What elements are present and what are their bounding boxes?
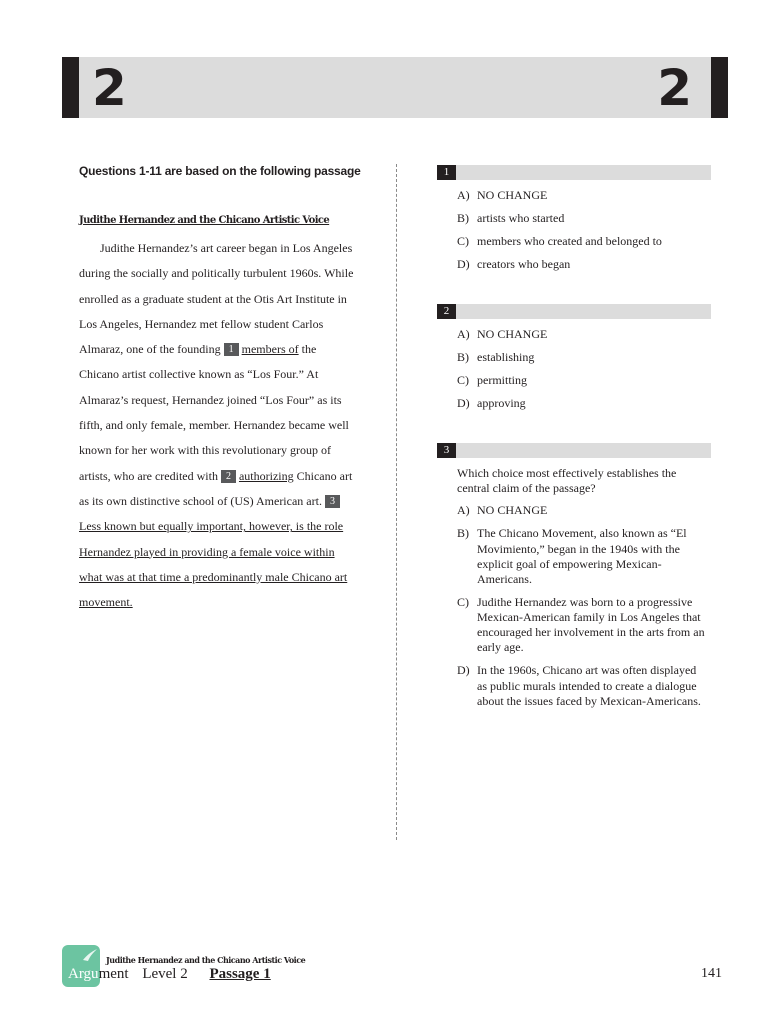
choice-letter: C) — [457, 594, 469, 609]
choice-1d[interactable] — [457, 257, 709, 272]
answer-choices-1 — [457, 188, 709, 280]
underlined-text-3[interactable]: Less known but equally important, however, is the role Hernandez played in providing a female voice within what was at that time a predominantly male Chicano art movement. — [79, 519, 348, 610]
choice-text: Judithe Hernandez was born to a progressive Mexican-American family in Los Angeles that encouraged her involvement in the arts from an early age. — [477, 594, 705, 655]
choice-2d[interactable] — [457, 396, 709, 411]
question-number-3: 3 — [437, 443, 456, 458]
choice-3a[interactable] — [457, 503, 709, 518]
choice-letter: A) — [457, 188, 470, 202]
passage-title: Judithe Hernandez and the Chicano Artistic Voice — [79, 215, 330, 226]
passage-text-1: Judithe Hernandez’s art career began in Los Angeles during the socially and politically turbulent 1960s. While enrolled as a graduate student at the Otis Art Institute in Los Angeles, Hernandez met fellow student Carlos Almaraz, one of the founding — [79, 241, 354, 357]
passage-intro: Questions 1-11 are based on the following passage — [79, 164, 361, 178]
choice-text: The Chicano Movement, also known as “El Movimiento,” began in the 1940s with the explicit goal of empowering Mexican-Americans. — [477, 526, 687, 586]
question-stem-3: Which choice most effectively establishes the central claim of the passage? — [457, 466, 677, 496]
underlined-text-2[interactable]: authorizing — [238, 468, 294, 483]
question-header-3 — [437, 443, 711, 458]
question-number-1: 1 — [437, 165, 456, 180]
choice-text: NO CHANGE — [477, 503, 548, 518]
section-number-right: 2 — [657, 59, 692, 117]
choice-1a[interactable] — [457, 188, 709, 203]
choice-letter: A) — [457, 327, 470, 341]
question-header-2 — [437, 304, 711, 319]
question-marker-3[interactable]: 3 — [325, 495, 340, 508]
header-bar-left — [62, 57, 79, 118]
section-header — [62, 57, 728, 118]
choice-1c[interactable] — [457, 234, 709, 249]
question-number-2: 2 — [437, 304, 456, 319]
choice-letter: D) — [457, 256, 470, 271]
choice-3d[interactable] — [457, 663, 709, 709]
choice-2b[interactable] — [457, 350, 709, 365]
choice-2a[interactable] — [457, 327, 709, 342]
choice-2c[interactable] — [457, 373, 709, 388]
question-header-1 — [437, 165, 711, 180]
footer-passage-title: Judithe Hernandez and the Chicano Artistic Voice — [106, 955, 306, 965]
page-number: 141 — [701, 966, 722, 981]
choice-letter: D) — [457, 395, 470, 410]
choice-text: establishing — [477, 349, 535, 364]
question-marker-1[interactable]: 1 — [224, 343, 239, 356]
choice-text: NO CHANGE — [477, 188, 548, 202]
answer-choices-2 — [457, 327, 709, 419]
underlined-text-1[interactable]: members of — [241, 342, 299, 357]
answer-choices-3 — [457, 466, 709, 717]
footer-category-a: Argu — [68, 966, 99, 982]
choice-text: permitting — [477, 372, 527, 387]
swoosh-icon — [82, 948, 98, 962]
choice-text: NO CHANGE — [477, 327, 548, 341]
choice-text: artists who started — [477, 210, 565, 225]
column-divider — [396, 164, 397, 840]
footer-category-b: ment — [98, 966, 129, 982]
choice-letter: B) — [457, 210, 469, 225]
choice-letter: C) — [457, 233, 469, 248]
choice-letter: B) — [457, 349, 469, 364]
section-number-left: 2 — [92, 59, 127, 117]
choice-text: creators who began — [477, 256, 571, 271]
passage-text-2: the Chicano artist collective known as “Los Four.” At Almaraz’s request, Hernandez joined “Los Four” as its fifth, and only female, member. Hernandez became well known for her work with this revolutionary group of artists, who are credited with — [79, 342, 349, 483]
choice-letter: C) — [457, 372, 469, 387]
choice-text: In the 1960s, Chicano art was often displayed as public murals intended to create a dialogue about the issues faced by Mexican-Americans. — [477, 663, 701, 708]
question-marker-2[interactable]: 2 — [221, 470, 236, 483]
header-bar-right — [711, 57, 728, 118]
choice-letter: A) — [457, 503, 470, 518]
footer-category-line — [68, 966, 271, 983]
footer-passage-label: Passage 1 — [209, 966, 271, 982]
choice-text: approving — [477, 395, 526, 410]
passage-text-3: Chicano art as its own distinctive school of (US) American art. — [79, 468, 353, 508]
choice-letter: D) — [457, 663, 470, 678]
choice-3c[interactable] — [457, 595, 709, 656]
choice-text: members who created and belonged to — [477, 233, 662, 248]
choice-1b[interactable] — [457, 211, 709, 226]
choice-letter: B) — [457, 526, 469, 541]
footer-level: Level 2 — [142, 966, 188, 982]
choice-3b[interactable] — [457, 526, 709, 587]
passage-body — [79, 236, 355, 615]
